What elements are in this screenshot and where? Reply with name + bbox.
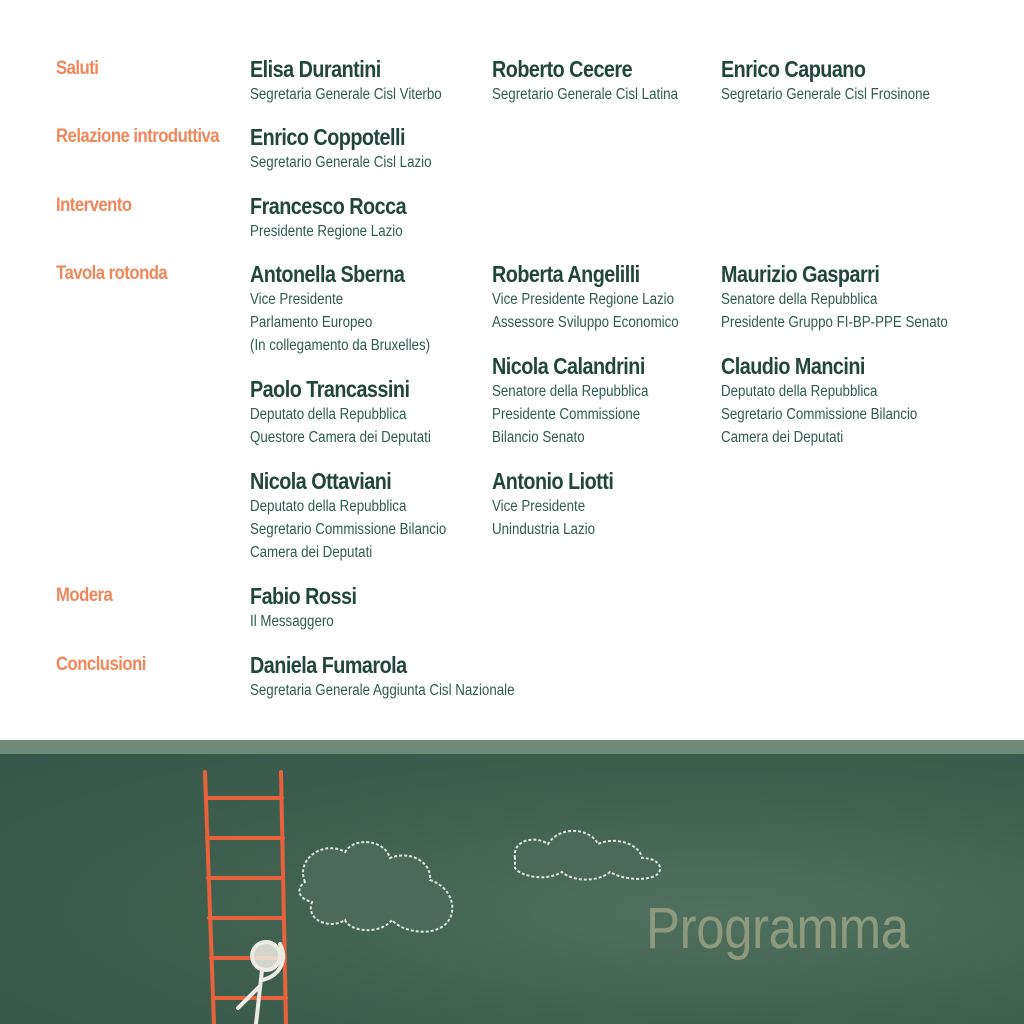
speaker-name: Paolo Trancassini	[250, 376, 410, 402]
speaker-name: Maurizio Gasparri	[721, 261, 880, 287]
speaker-role: Deputato della Repubblica Questore Camera dei Deputati	[250, 406, 431, 446]
speaker-role: Vice Presidente Parlamento Europeo (In collegamento da Bruxelles)	[250, 291, 431, 354]
section-label-modera: Modera	[56, 585, 113, 606]
section-label-saluti: Saluti	[56, 58, 99, 79]
section-label-intervento: Intervento	[56, 195, 132, 216]
speaker-block	[250, 375, 460, 449]
speaker-block	[492, 55, 708, 106]
speaker-name: Enrico Capuano	[721, 56, 866, 82]
speaker-name: Nicola Ottaviani	[250, 468, 392, 494]
speaker-block	[250, 651, 558, 702]
speaker-block	[250, 192, 431, 243]
speaker-name: Daniela Fumarola	[250, 652, 407, 678]
stick-figure-icon	[238, 942, 283, 1024]
speaker-block	[721, 352, 949, 449]
speaker-name: Francesco Rocca	[250, 193, 407, 219]
section-label-conclusioni: Conclusioni	[56, 654, 146, 675]
speaker-block	[492, 260, 709, 334]
speaker-role: Segretario Generale Cisl Frosinone	[721, 86, 930, 103]
speaker-role: Segretario Generale Cisl Lazio	[250, 154, 432, 171]
speaker-name: Roberta Angelilli	[492, 261, 640, 287]
speaker-role: Segretario Generale Cisl Latina	[492, 86, 678, 103]
speaker-block	[250, 582, 374, 633]
speaker-block	[250, 123, 461, 174]
section-label-tavola-rotonda: Tavola rotonda	[56, 263, 168, 284]
speaker-name: Fabio Rossi	[250, 583, 357, 609]
cloud-icon	[299, 842, 452, 932]
speaker-role: Vice Presidente Unindustria Lazio	[492, 498, 595, 538]
speaker-role: Deputato della Repubblica Segretario Commissione Bilancio Camera dei Deputati	[250, 498, 447, 561]
speaker-role: Senatore della Repubblica Presidente Commissione Bilancio Senato	[492, 383, 649, 446]
chalk-illustration	[0, 740, 1024, 1024]
speaker-block	[492, 352, 674, 449]
speaker-name: Enrico Coppotelli	[250, 124, 405, 150]
speaker-block	[250, 467, 478, 564]
speaker-name: Antonella Sberna	[250, 261, 405, 287]
speaker-block	[721, 55, 964, 106]
speaker-role: Presidente Regione Lazio	[250, 223, 403, 240]
speaker-role: Segretaria Generale Cisl Viterbo	[250, 86, 442, 103]
speaker-role: Senatore della Repubblica Presidente Gruppo FI-BP-PPE Senato	[721, 291, 948, 331]
speaker-role: Vice Presidente Regione Lazio Assessore Sviluppo Economico	[492, 291, 679, 331]
speaker-role: Deputato della Repubblica Segretario Commissione Bilancio Camera dei Deputati	[721, 383, 918, 446]
speaker-block	[492, 467, 633, 541]
speaker-block	[250, 55, 473, 106]
ladder-icon	[205, 772, 286, 1024]
speaker-name: Roberto Cecere	[492, 56, 633, 82]
speaker-name: Elisa Durantini	[250, 56, 381, 82]
speaker-role: Segretaria Generale Aggiunta Cisl Nazionale	[250, 682, 515, 699]
speaker-name: Claudio Mancini	[721, 353, 865, 379]
speaker-block	[250, 260, 459, 357]
banner-title: Programma	[646, 896, 909, 961]
cloud-icon	[515, 831, 660, 880]
speaker-name: Nicola Calandrini	[492, 353, 645, 379]
speaker-name: Antonio Liotti	[492, 468, 614, 494]
section-label-relazione: Relazione introduttiva	[56, 126, 220, 147]
speaker-role: Il Messaggero	[250, 613, 334, 630]
speaker-block	[721, 260, 985, 334]
